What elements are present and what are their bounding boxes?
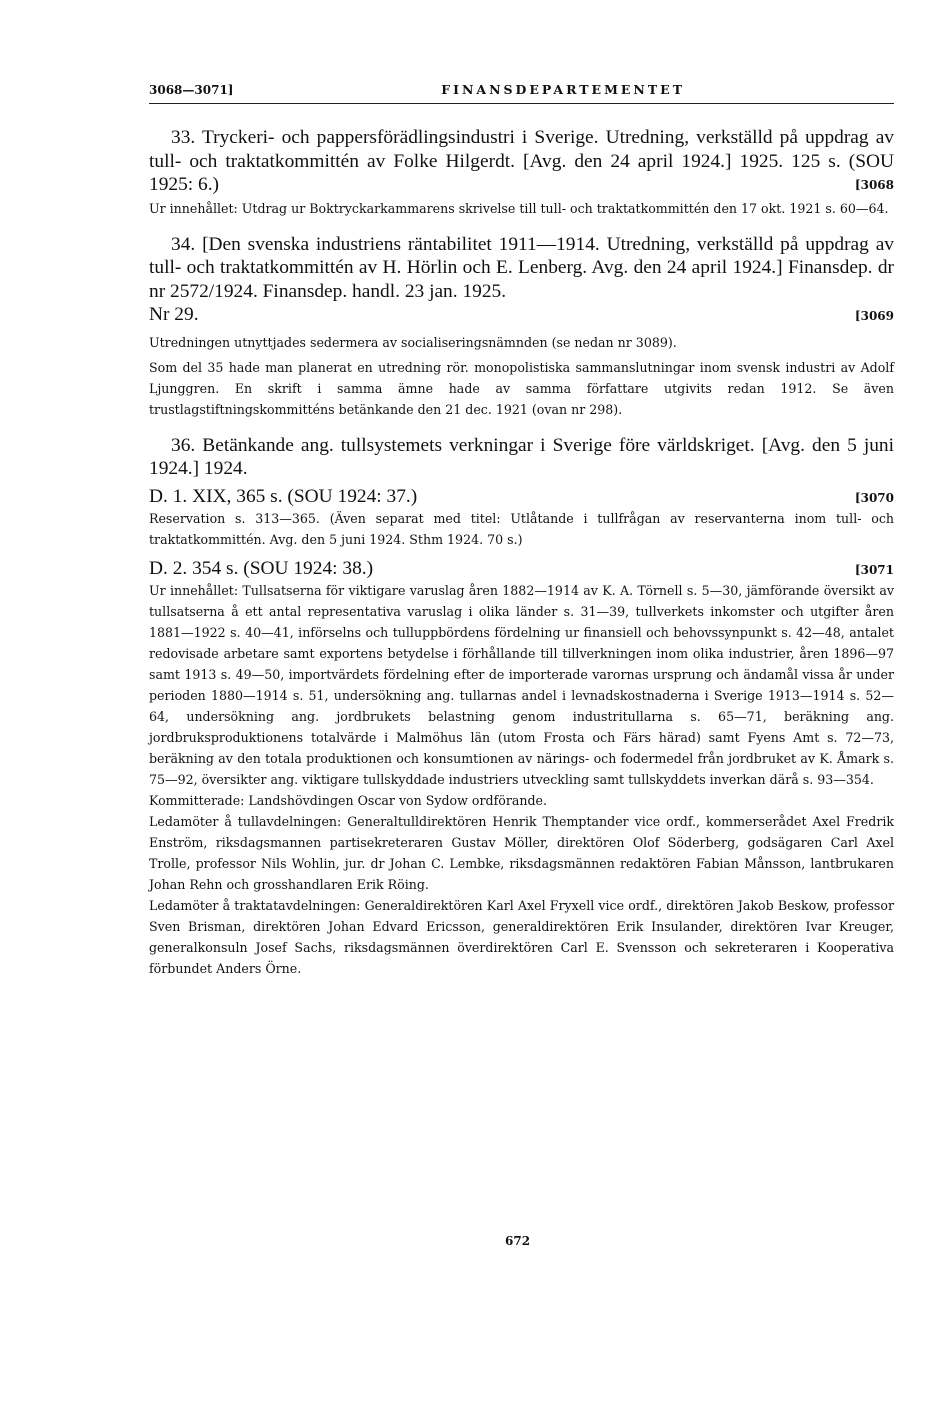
header-entry-range: 3068—3071] bbox=[149, 83, 234, 97]
entry-33-note: Ur innehållet: Utdrag ur Boktryckarkammarens skrivelse till tull- och traktatkommittén den 17 okt. 1921 s. 60—64. bbox=[149, 200, 889, 216]
entry-33 bbox=[149, 126, 894, 219]
entry-36-part-1: D. 1. XIX, 365 s. (SOU 1924: 37.) bbox=[149, 485, 418, 507]
entry-35-note: Som del 35 hade man planerat en utredning rör. monopolistiska sammanslutningar inom svensk industri av Adolf Ljunggren. En skrift i samma ämne hade av samma författare utgivits redan 1912. Se även trustlagstiftningskommitténs betänkande den 21 dec. 1921 (ovan nr 298). bbox=[149, 359, 894, 417]
entry-34-note: Utredningen utnyttjades sedermera av socialiseringsnämnden (se nedan nr 3089). bbox=[149, 334, 677, 350]
page-number: 672 bbox=[505, 1234, 531, 1248]
entry-36 bbox=[149, 434, 894, 979]
entry-34-ref: [3069 bbox=[854, 308, 894, 323]
entry-36-title: 36. Betänkande ang. tullsystemets verkningar i Sverige före världskriget. [Avg. den 5 juni 1924.] 1924. bbox=[149, 434, 894, 480]
entry-34-title: 34. [Den svenska industriens räntabilitet 1911—1914. Utredning, verkställd på uppdrag av tull- och traktatkommittén av H. Hörlin och E. Lenberg. Avg. den 24 april 1924.] Finansdep. dr nr 2572/1924. Finansdep. handl. 23 jan. 1925. bbox=[149, 233, 894, 302]
entry-36-ref-2: [3071 bbox=[854, 562, 894, 577]
entry-33-ref: [3068 bbox=[854, 177, 894, 192]
entry-36-part-2: D. 2. 354 s. (SOU 1924: 38.) bbox=[149, 557, 374, 579]
entry-36-ref-1: [3070 bbox=[854, 490, 894, 505]
entry-34-title-last: Nr 29. bbox=[149, 303, 199, 325]
entry-33-title-text: 33. Tryckeri- och pappersförädlingsindustri i Sverige. Utredning, verkställd på uppdrag av tull- och traktatkommittén av Folke Hilgerdt. [Avg. den 24 april 1924.] 1925. 125 s. (SOU 1925: 6.) bbox=[149, 127, 894, 196]
running-header bbox=[149, 82, 894, 104]
entry-36-part-1-note: Reservation s. 313—365. (Även separat med titel: Utlåtande i tullfrågan av reservanterna inom tull- och traktatkommittén. Avg. den 5 juni 1924. Sthm 1924. 70 s.) bbox=[149, 510, 894, 547]
entry-36-tariff-members: Ledamöter å tullavdelningen: Generaltulldirektören Henrik Themptander vice ordf., kommerserådet Axel Fredrik Enström, riksdagsmannen partisekreteraren Gustav Möller, direktören Olof Söderberg, godsägaren Carl Axel Trolle, professor Nils Wohlin, jur. dr Johan C. Lembke, riksdagsmännen redaktören Fabian Månsson, lantbrukaren Johan Rehn och grosshandlaren Erik Röing. bbox=[149, 813, 894, 892]
document-page bbox=[149, 82, 894, 979]
entry-34 bbox=[149, 233, 894, 420]
entry-36-treaty-members: Ledamöter å traktatavdelningen: Generaldirektören Karl Axel Fryxell vice ordf., direktören Jakob Beskow, professor Sven Brisman, direktören Johan Edvard Ericsson, generaldirektören Erik Insulander, direktören Ivar Kreuger, generalkonsuln Josef Sachs, riksdagsmännen överdirektören Carl E. Svensson och sekreteraren i Kooperativa förbundet Anders Örne. bbox=[149, 897, 894, 976]
header-department: FINANSDEPARTEMENTET bbox=[441, 82, 685, 97]
entry-36-committee-chair: Kommitterade: Landshövdingen Oscar von Sydow ordförande. bbox=[149, 792, 547, 808]
entry-36-part-2-contents: Ur innehållet: Tullsatserna för viktigare varuslag åren 1882—1914 av K. A. Törnell s. 5—30, jämförande översikt av tullsatserna å ett antal representativa varuslag i olika länder s. 31—39, tullverkets inkomster och utgifter åren 1881—1922 s. 40—41, införselns och tulluppbördens fördelning ur finansiell och behovssynpunkt s. 42—48, antalet redovisade arbetare samt exportens betydelse i förhållande till tillverkningen inom olika industrier, åren 1896—97 samt 1913 s. 49—50, importvärdets fördelning efter de importerade varornas ursprung och ändamål vissa år under perioden 1880—1914 s. 51, undersökning ang. tullarnas andel i levnadskostnaderna i Sverige 1913—1914 s. 52—64, undersökning ang. jordbrukets belastning genom industritullarna s. 65—71, beräkning ang. jordbruksproduktionens totalvärde i Malmöhus län (utom Frosta och Färs härad) samt Fyens Amt s. 72—73, beräkning av den totala produktionen och konsumtionen av närings- och fodermedel från jordbruket av K. Åmark s. 75—92, översikter ang. viktigare tullskyddade industriers utveckling samt tullskyddets inverkan därå s. 93—354. bbox=[149, 582, 894, 787]
